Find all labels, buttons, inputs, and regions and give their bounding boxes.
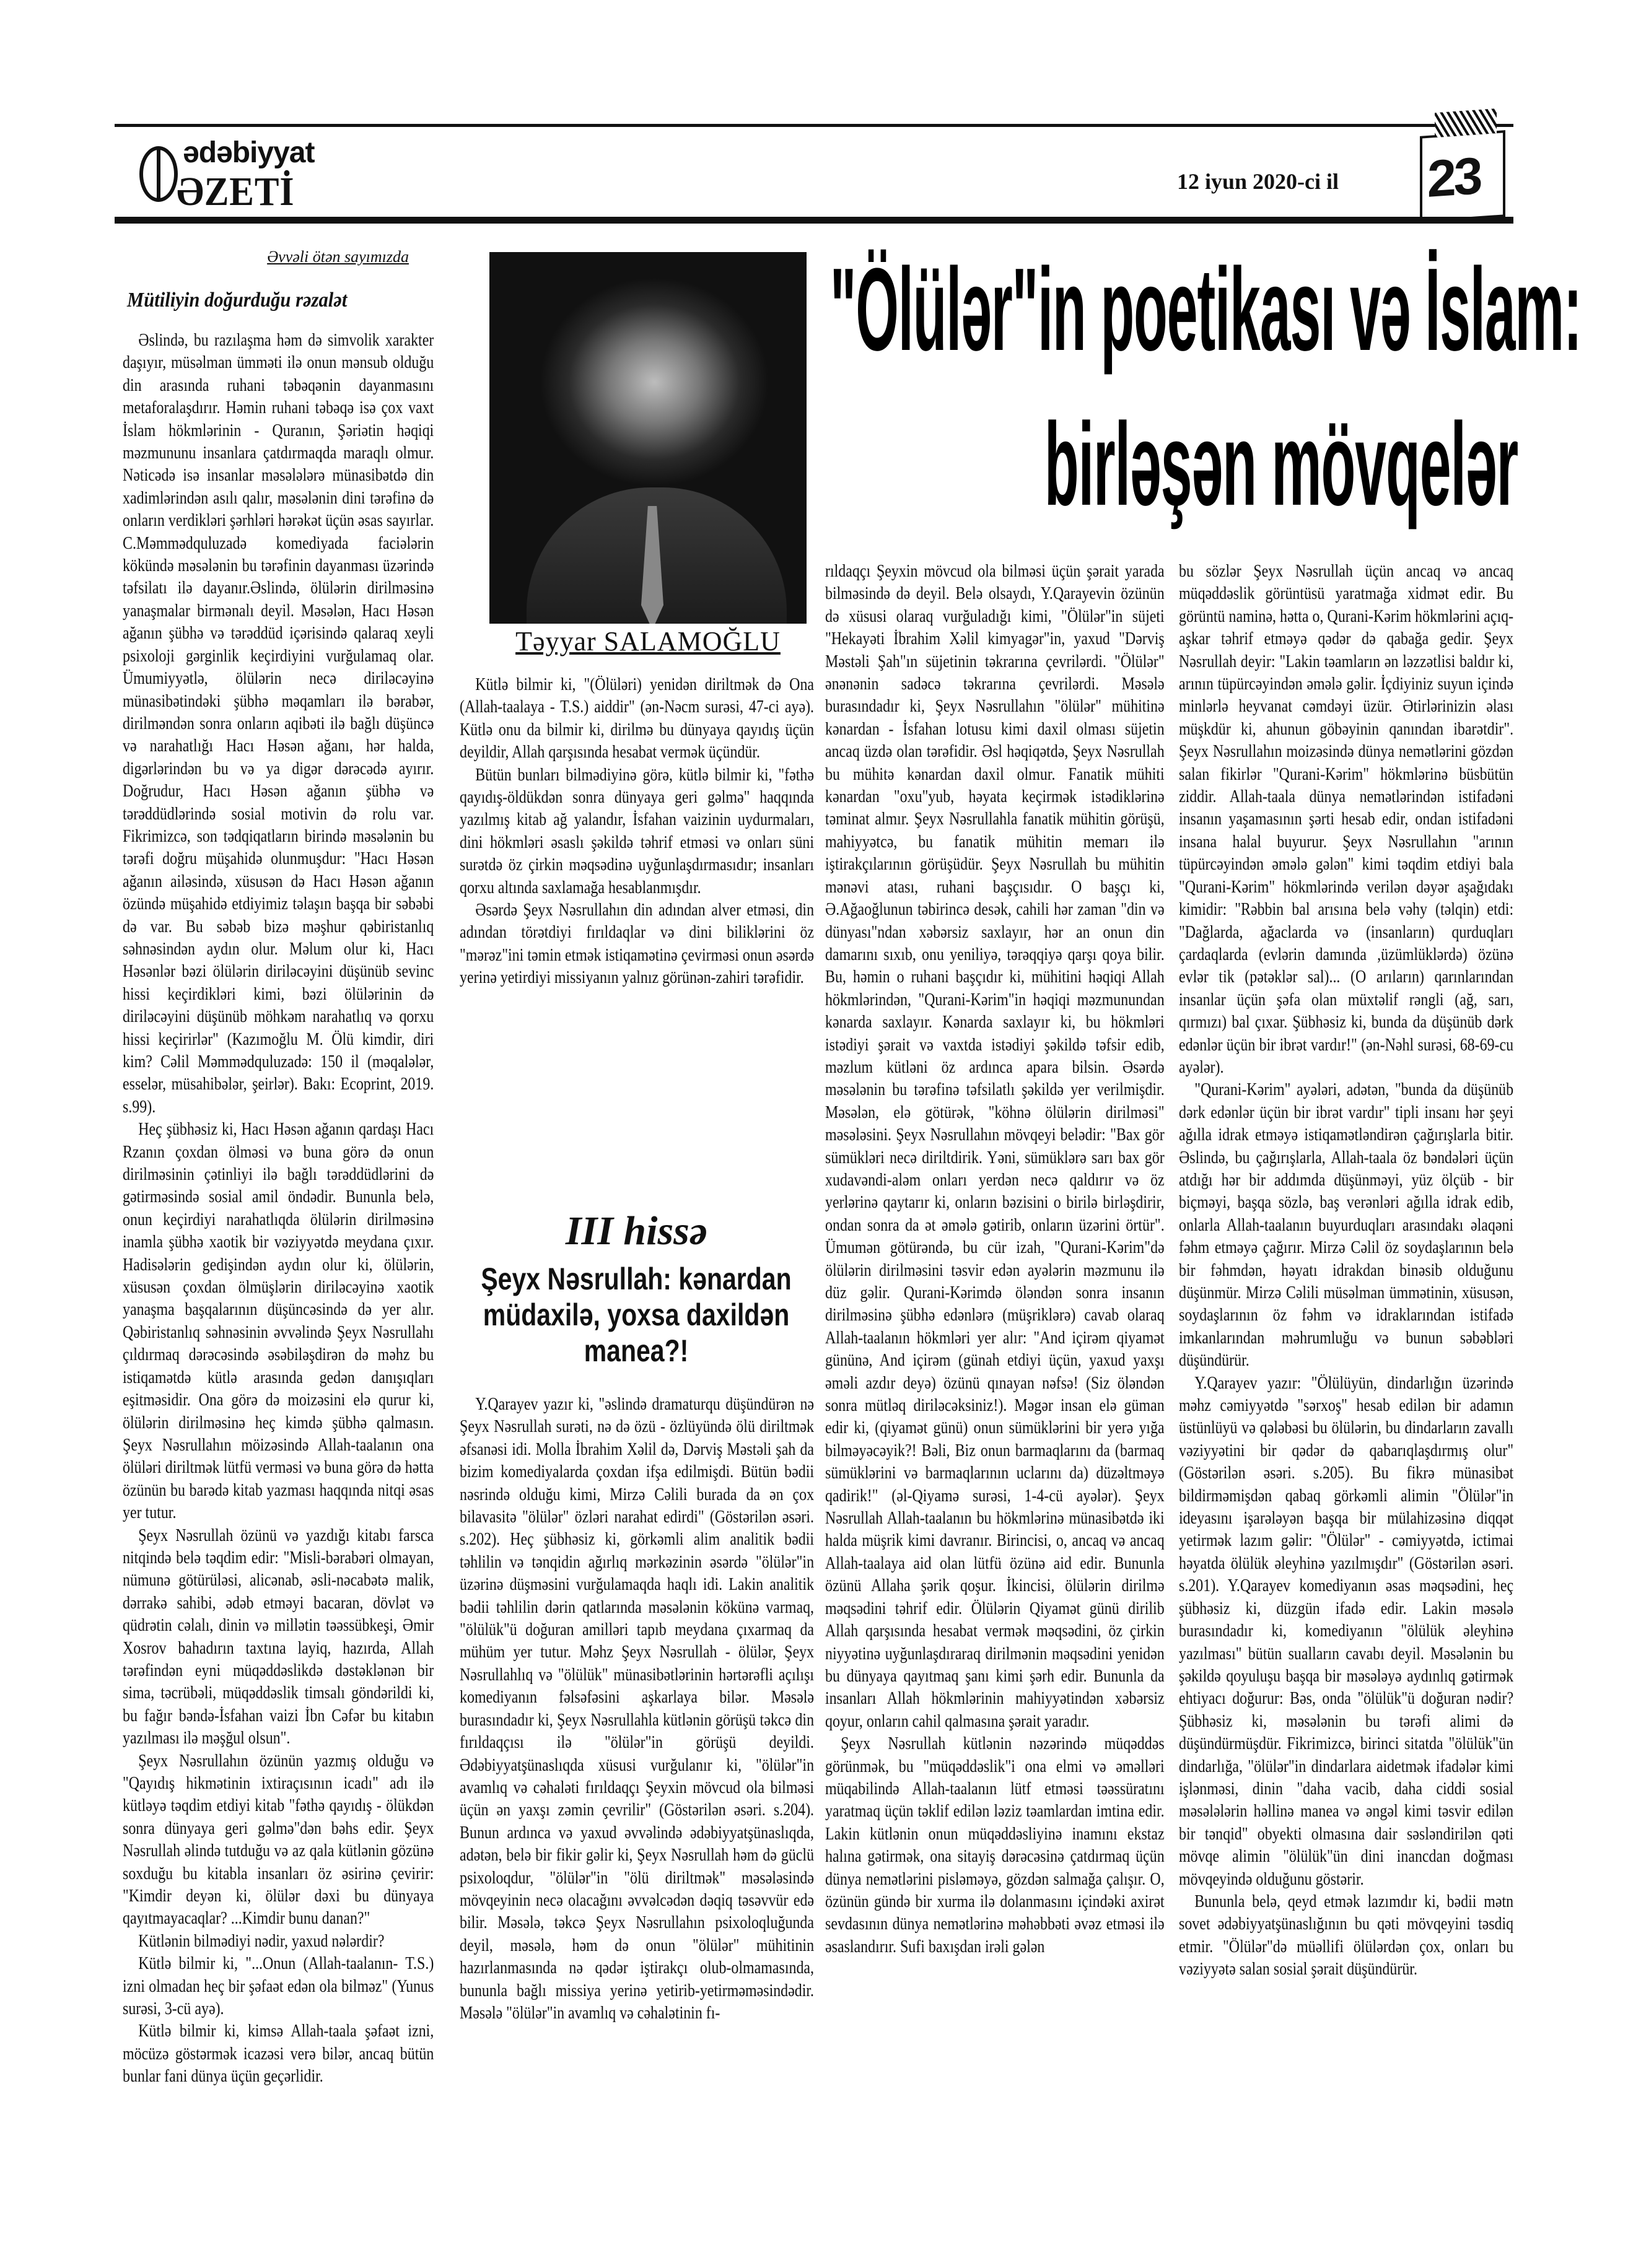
headline-line-2: birləşən mövqelər	[1044, 399, 1518, 530]
newspaper-logo	[139, 137, 369, 215]
paragraph: Şeyx Nəsrullahın özünün yazmış olduğu və "Qayıdış hikmətinin ixtiraçısının icadı" adı ilə kütləyə təqdim etdiyi kitab "fəthə qayıdış - ölükdən sonra dünyaya geri gəlmə"dən bəhs edir. Şeyx Nəsrullah əlində tutduğu və az qala kütlənin gözünə soxduğu bu kitabla insanları öz əsirinə çevirir: "Kimdir deyən ki, ölülər dəxi bu dünyaya qayıtmayacaqlar? ...Kimdir bunu danan?"	[123, 1751, 434, 1929]
article-column-3	[825, 560, 1165, 2230]
author-name-caption: Təyyar SALAMOĞLU	[515, 626, 781, 656]
issue-date: 12 iyun 2020-ci il	[1177, 169, 1339, 194]
paragraph: Şeyx Nəsrullah kütlənin nəzərində müqəddəs görünmək, bu "müqəddəslik"i ona elmi və əməlləri müqabilində Allah-taalanın lütf etməsi təəssüratını yaratmaq üçün təklif edilən ləziz təamlardan imtina edir. Lakin kütlənin onun müqəddəsliyinə inamını ekstaz halına gətirmək, ona sitayiş dərəcəsinə çatdırmaq üçün dünya nemətlərini pisləməyə, gözdən salmağa çalışır. O, özünün gündə bir xurma ilə dolanmasını içindəki axirət sevdasının dünya nemətlərinə məhəbbəti əvəz etməsi ilə əsaslandırır. Sufi baxışdan irəli gələn	[825, 1734, 1165, 1956]
author-photo	[489, 252, 807, 624]
article-column-4	[1179, 560, 1513, 2230]
logo-emblem-icon	[139, 146, 178, 202]
section-subtitle: Mütiliyin doğurduğu rəzalət	[127, 289, 348, 312]
paragraph: Kütlə bilmir ki, "...Onun (Allah-taalanın- T.S.) izni olmadan heç bir şəfaət edən ola bilməz" (Yunus surəsi, 3-cü ayə).	[123, 1954, 434, 2019]
headline-line-1: "Ölülər"in poetikası və İslam:	[830, 244, 1582, 375]
paragraph: Kütlənin bilmədiyi nədir, yaxud nələrdir?	[138, 1931, 385, 1951]
part-title: III hissə	[565, 1208, 708, 1254]
continued-note: Əvvəli ötən sayımızda	[267, 248, 409, 266]
article-column-2-bottom	[460, 1394, 814, 2230]
article-column-2-top	[460, 674, 814, 1200]
masthead-bottom-rule	[115, 217, 1513, 224]
paragraph: Bununla belə, qeyd etmək lazımdır ki, bədii mətn sovet ədəbiyyatşünaslığının bu qəti mövqeyini təsdiq etmir. "Ölülər"də müəllifi ölülərdən çox, onları bu vəziyyətə salan sosial şərait düşündürür.	[1179, 1891, 1513, 1979]
paragraph: "Qurani-Kərim" ayələri, adətən, "bunda da düşünüb dərk edənlər üçün bir ibrət vardır" tipli insanı hər şeyi ağılla idrak etməyə istiqamətləndirən çağırışlarla bitir. Əslində, bu çağırışlarla, Allah-taala öz bəndələri üçün atdığı hər bir addımda düşünməyi, yüz ölçüb - bir biçməyi, başqa sözlə, baş verənləri ağılla idrak edib, onlarla Allah-taalanın buyurduqları arasındakı əlaqəni fəhm etməyə çağırır. Mirzə Cəlil öz soydaşlarının belə bir fəhmdən, həyatı idrakdan binəsib olduğunu düşünmür. Mirzə Cəlili müsəlman ümmətinin, xüsusən, soydaşlarının öz fəhm və idraklarından istifadə imkanlarından məhrumluğu və bunun səbəbləri düşündürür.	[1179, 1080, 1513, 1371]
paragraph: Kütlə bilmir ki, kimsə Allah-taala şəfaət izni, möcüzə göstərmək icazəsi verə bilər, ancaq bütün bunlar fani dünya üçün geçərlidir.	[123, 2022, 434, 2087]
paragraph: bu sözlər Şeyx Nəsrullah üçün ancaq və ancaq müqəddəslik görüntüsü yaratmağa xidmət edir. Bu görüntü naminə, hətta o, Qurani-Kərim hökmlərini açıq-aşkar təhrif etməyə qədər də qabağa gedir. Şeyx Nəsrullah deyir: "Lakin təamların ən ləzzətlisi baldır ki, arının tüpürcəyindən əmələ gəlir. İçdiyiniz suyun içində minlərlə heyvanat cəmdəyi üzür. Ətirlərinizin əlası müşkdür ki, ahunun göbəyinin qanından ibarətdir". Şeyx Nəsrullahın moizəsində dünya nemətlərini gözdən salan fikirlər "Qurani-Kərim" hökmlərinə büsbütün ziddir. Allah-taala dünya nemətlərindən istifadəni insanın yaşamasının şərti hesab edir, ondan istifadəni insana halal buyurur. Şeyx Nəsrullahın "arının tüpürcəyindən əmələ gələn" kimi təqdim etdiyi bala "Qurani-Kərim" hökmlərində verilən dəyər aşağıdakı kimidir: "Rəbbin bal arısına belə vəhy (təlqin) etdi: "Dağlarda, ağaclarda və (insanların) qurduqları çardaqlarda (evlərin damında ,üzümlüklərdə) özünə evlər tik (pətəklər sal)... (O arıların) qarınlarından insanlar üçün şəfa olan müxtəlif rəngli (ağ, sarı, qırmızı) bal çıxar. Şübhəsiz ki, bunda da düşünüb dərk edənlər üçün bir ibrət vardır!" (ən-Nəhl surəsi, 68-69-cu ayələr).	[1179, 562, 1513, 1077]
article-column-1	[123, 329, 434, 2157]
paragraph: Əsərdə Şeyx Nəsrullahın din adından alver etməsi, din adından törətdiyi fırıldaqlar və dini biliklərini öz "mərəz"ini təmin etmək istiqamətinə çevirməsi onun əsərdə yerinə yetirdiyi missiyanın yalnız görünən-zahiri tərəfidir.	[460, 901, 814, 988]
paragraph: Əslində, bu razılaşma həm də simvolik xarakter daşıyır, müsəlman ümməti ilə onun mənsub olduğu din arasında ruhani təbəqənin dayanmasını metaforalaşdırır. Həmin ruhani təbəqə isə çox vaxt İslam hökmlərinin - Quranın, Şəriətin həqiqi məzmununu insanlara çatdırmaqda maraqlı olmur. Nəticədə isə insanlar məsələlərə münasibətdə din xadimlərindən asılı qalır, məsələnin dini tərəfinə də onların verdikləri şərhləri hərəkət üçün əsas sayırlar. C.Məmmədquluzadə komediyada faciələrin kökündə məsələnin bu tərəfinin dayanması üzərində təfsilatı ilə dayanır.Əslində, ölülərin dirilməsinə yanaşmalar birmənalı deyil. Məsələn, Hacı Həsən ağanın şübhə və tərəddüd içərisində qalaraq xeyli psixoloji gərginlik keçirdiyini vurğulamaq olar. Ümumiyyətlə, ölülərin necə diriləcəyinə münasibətindəki şübhə məqamları ilə bərabər, dirilməndən sonra onların aqibəti ilə bağlı düşüncə və narahatlığı Hacı Həsən ağanı, hər halda, digərlərindən bu və ya digər dərəcədə ayırır. Doğrudur, Hacı Həsən ağanın şübhə və tərəddüdlərində sosial motivin də rolu var. Fikrimizcə, son tədqiqatların birində məsələnin bu tərəfi doğru müşahidə olunmuşdur: "Hacı Həsən ağanın ailəsində, xüsusən də Hacı Həsən ağanın özündə müşahidə etdiyimiz təlaşın başqa bir səbəbi də var. Bu səbəb bizə məşhur qəbiristanlıq səhnəsindən aydın olur. Məlum olur ki, Hacı Həsənlər bəzi ölülərin diriləcəyini düşünüb sevinc hissi keçirdikləri kimi, bəzi ölülərinin də diriləcəyini düşünüb möhkəm narahatlıq və qorxu hissi keçirirlər" (Kazımoğlu M. Ölü kimdir, diri kim? Cəlil Məmmədquluzadə: 150 il (məqalələr, esselər, müsahibələr, şeirlər). Bakı: Ecoprint, 2019. s.99).	[123, 331, 434, 1117]
page-number: 23	[1427, 146, 1481, 208]
paragraph: Kütlə bilmir ki, "(Ölüləri) yenidən diriltmək də Ona (Allah-taalaya - T.S.) aiddir" (ən-Nəcm surəsi, 47-ci ayə). Kütlə onu da bilmir ki, dirilmə bu dünyaya qayıdış üçün deyildir, Allah qarşısında hesabat vermək üçündür.	[460, 675, 814, 762]
page-number-book-icon	[1420, 130, 1505, 223]
section-subhead: Şeyx Nəsrullah: kənardan müdaxilə, yoxsa daxildən manea?!	[481, 1262, 792, 1368]
paragraph: Y.Qarayev yazır ki, "əslində dramaturqu düşündürən nə Şeyx Nəsrullah surəti, nə də özü - özlüyündə ölü diriltmək əfsanəsi idi. Molla İbrahim Xəlil də, Dərviş Məstəli şah da bizim komediyalarda çoxdan ifşa edilmişdi. Bütün bədii nəsrində olduğu kimi, Mirzə Cəlili burada da ən çox bilavasitə "ölülər" özləri narahat edirdi" (Göstərilən əsəri. s.202). Heç şübhəsiz ki, görkəmli alim analitik bədii təhlilin və tənqidin ağırlıq mərkəzinin əsərdə "ölülər"in üzərinə düşməsini vurğulamaqda haqlı idi. Lakin analitik bədii təhlilin dərin qatlarında məsələnin kökünə varmaq, "ölülük"ü doğuran amilləri tapıb meydana çıxarmaq da mühüm yer tutur. Məhz Şeyx Nəsrullah - ölülər, Şeyx Nəsrullahlıq və "ölülük" münasibətlərinin hərtərəfli açılışı komediyanın fəlsəfəsini aşkarlaya bilər. Məsələ burasındadır ki, Şeyx Nəsrullahla kütlənin görüşü təkcə din fırıldaqçısı ilə "ölülər"in görüşü deyildi. Ədəbiyyatşünaslıqda xüsusi vurğulanır ki, "ölülər"in avamlıq və cəhaləti fırıldaqçı Şeyxin mövcud ola bilməsi üçün ən yaxşı zəmin çevrilir" (Göstərilən əsəri. s.204). Bunun ardınca və yaxud əvvəlində ədəbiyyatşünaslıqda, adətən, belə bir fikir gəlir ki, Şeyx Nəsrullah həm də güclü psixoloqdur, "ölülər"in "ölü diriltmək" məsələsində mövqeyinin necə olacağını əvvəlcədən dəqiq təsəvvür edə bilir. Məsələ, təkcə Şeyx Nəsrullahın psixoloqluğunda deyil, məsələ, həm də onun "ölülər" mühitinin hazırlanmasında nə qədər iştirakçı olub-olmamasında, bununla bağlı missiya yerinə yetirib-yetirməməsindədir. Məsələ "ölülər"in avamlıq və cəhalətinin fı-	[460, 1395, 814, 2023]
paragraph: Heç şübhəsiz ki, Hacı Həsən ağanın qardaşı Hacı Rzanın çoxdan ölməsi və buna görə də onun dirilməsinin çətinliyi ilə bağlı tərəddüdlərini də gətirməsində sosial amil öndədir. Bununla belə, onun keçirdiyi narahatlıqda ölülərin dirilməsinə inamla şübhə xaotik bir vəziyyətdə meydana çıxır. Hadisələrin gedişindən aydın olur ki, ölülərin, xüsusən çoxdan ölmüşlərin diriləcəyinə xaotik yanaşma başqalarının düşüncəsində də yer alır. Qəbiristanlıq səhnəsinin əvvəlində Şeyx Nəsrullahı çıldırmaq dərəcəsində əsəbiləşdirən də məhz bu istiqamətdə kütlə arasında gedən danışıqları eşitməsidir. Ona görə də moizəsini elə qurur ki, ölülərin dirilməsinə heç kimdə şübhə qalmasın. Şeyx Nəsrullahın möizəsində Allah-taalanın ona ölüləri diriltmək lütfü verməsi və buna görə də hətta özünün bu barədə kitab yazması haqqında nitqi əsas yer tutur.	[123, 1120, 434, 1523]
logo-line-2: ƏZETİ	[177, 169, 295, 214]
paragraph: rıldaqçı Şeyxin mövcud ola bilməsi üçün şərait yarada bilməsində də deyil. Belə olsaydı, Y.Qarayevin özünün də xüsusi olaraq vurğuladığı kimi, "Ölülər"in süjeti "Hekayəti İbrahim Xəlil kimyagər"in, yaxud "Dərviş Məstəli Şah"ın süjetinin təkrarına çevrilərdi. "Ölülər" ənənənin sadəcə təkrarına çevrilərdi. Məsələ burasındadır ki, Şeyx Nəsrullahın "ölülər" mühitinə kənardan - İsfahan lotusu kimi daxil olması süjetin ancaq üzdə olan tərəfidir. Əsl həqiqətdə, Şeyx Nəsrullah bu mühitə kənardan daxil olmur. Fanatik mühiti kənardan "oxu"yub, həyata keçirmək istədiklərinə təminat almır. Şeyx Nəsrullahla fanatik mühitin görüşü, mahiyyətcə, bu fanatik mühitin memarı ilə iştirakçılarının görüşüdür. Şeyx Nəsrullah bu mühitin mənəvi atası, ruhani başçısıdır. O başçı ki, Ə.Ağaoğlunun təbirincə desək, cahili hər zaman "din və dünyası"ndan xəbərsiz saxlayır, hər an onun din damarını sıxıb, onu yeniliyə, tərəqqiyə qarşı qoya bilir. Bu, həmin o ruhani başçıdır ki, mühitini həqiqi Allah hökmlərindən, "Qurani-Kərim"in həqiqi məzmunundan kənarda saxlayır. Kənarda saxlayır ki, bu hökmləri istədiyi şərait və vaxtda istədiyi şəkildə təfsir edib, məzlum kütləni öz ardınca apara bilsin. Əsərdə məsələnin bu tərəfinə təfsilatlı şəkildə yer verilmişdir. Məsələn, elə götürək, "köhnə ölülərin dirilməsi" məsələsini. Şeyx Nəsrullahın mövqeyi belədir: "Bax gör sümükləri necə diriltdirik. Yəni, sümüklərə sarı bax gör xudavəndi-aləm onları yerdən necə qaldırır və öz yerlərinə qaytarır ki, onların bəzisini o birilə birləşdirir, ondan sonra da ət əmələ gətirib, onların üzərini örtür". Ümumən götürəndə, bu cür izah, "Qurani-Kərim"də ölülərin dirilməsini təsvir edən ayələrin məzmunu ilə düz gəlir. Qurani-Kərimdə öləndən sonra insanın dirilməsinə şübhə edənlərə (müşriklərə) cavab olaraq Allah-taalanın hökmləri yer alır: "And içirəm qiyamət gününə, And içirəm (günah etdiyi üçün, yaxud yaxşı əməli azdır deyə) özünü qınayan nəfsə! (Siz öləndən sonra mütləq diriləcəksiniz!). Məgər insan elə güman edir ki, (qiyamət günü) onun sümüklərini bir yerə yığa bilməyəcəyik?! Bəli, Biz onun barmaqlarını da (barmaq sümüklərini və barmaqlarının uclarını da) düzəltməyə qadirik!" (əl-Qiyamə surəsi, 1-4-cü ayələr). Şeyx Nəsrullah Allah-taalanın bu hökmlərinə münasibətdə iki halda müşrik kimi davranır. Birincisi, o, ancaq və ancaq Allah-taalaya aid olan lütfü özünə aid edir. Bununla özünü Allaha şərik qoşur. İkincisi, ölülərin dirilmə məqsədini təhrif edir. Ölülərin Qiyamət günü dirilib Allah qarşısında hesabat vermək məqsədini, öz çirkin niyyətinə uyğunlaşdıraraq dirilmənin məqsədini yenidən bu dünyaya qayıtmaq şanı kimi şərh edir. Bununla da insanları Allah hökmlərinin mahiyyətindən xəbərsiz qoyur, onların cahil qalmasına şərait yaradır.	[825, 562, 1165, 1731]
paragraph: Şeyx Nəsrullah özünü və yazdığı kitabı farsca nitqində belə təqdim edir: "Misli-bərabəri olmayan, nümunə götürüləsi, alicənab, əsli-nəcabətə malik, dərrakə sahibi, ədəb etməyi bacaran, dövlət və qüdrətin cəlalı, dinin və millətin təəssübkeşi, Əmir Xosrov bahadırın taxtına layiq, hazırda, Allah tərəfindən eyni müqəddəslikdə dəstəklənən bir sima, təcrübəli, müqəddəslik timsalı göndərildi ki, bu fağır bəndə-İsfahan vaizi İbn Cəfər bu kitabın yazılması ilə məşğul olsun".	[123, 1525, 434, 1748]
paragraph: Bütün bunları bilmədiyinə görə, kütlə bilmir ki, "fəthə qayıdış-öldükdən sonra dünyaya geri gəlmə" haqqında yazılmış kitab ağ yalandır, İsfahan vaizinin uydurmaları, dini hökmləri əsaslı şəkildə təhrif etməsi və onları süni surətdə öz çirkin məqsədinə uyğunlaşdırmasıdır; insanları qorxu altında saxlamağa hesablanmışdır.	[460, 765, 814, 897]
paragraph: Y.Qarayev yazır: "Ölülüyün, dindarlığın üzərində məhz cəmiyyətdə "sərxoş" hesab edilən bir adamın üstünlüyü və qələbəsi bu ölülərin, bu dindarların zavallı vəziyyətini bir qədər də qabarıqlaşdırmış olur" (Göstərilən əsəri. s.205). Bu fikrə münasibət bildirməmişdən qabaq görkəmli alimin "Ölülər"in ideyasını işarələyən başqa bir mülahizəsinə diqqət yetirmək lazım gəlir: "Ölülər" - cəmiyyətdə, ictimai həyatda ölülük əleyhinə yazılmışdır" (Göstərilən əsəri. s.201). Y.Qarayev komediyanın əsas məqsədini, heç şübhəsiz ki, düzgün ifadə edir. Lakin məsələ burasındadır ki, komediyanın "ölülük əleyhinə yazılması" bütün sualların cavabı deyil. Məsələnin bu şəkildə qoyuluşu başqa bir məsələyə aydınlıq gətirmək ehtiyacı doğurur: Bəs, onda "ölülük"ü doğuran nədir? Şübhəsiz ki, məsələnin bu tərəfi alimi də düşündürmüşdür. Fikrimizcə, birinci sitatda "ölülük"ün dindarlığa, "ölülər"in dindarlara aidetmək ifadələr kimi işlənməsi, dinin "daha vacib, daha ciddi sosial məsələlərin həllinə manea və əngəl kimi təsvir edilən bir tənqid" obyekti olmasına dair səsləndirilən qəti mövqe alimin "ölülük"ün dini inancdan doğması mövqeyində olduğunu göstərir.	[1179, 1373, 1513, 1889]
logo-line-1: ədəbiyyat	[183, 136, 315, 169]
masthead-top-rule	[115, 124, 1513, 127]
